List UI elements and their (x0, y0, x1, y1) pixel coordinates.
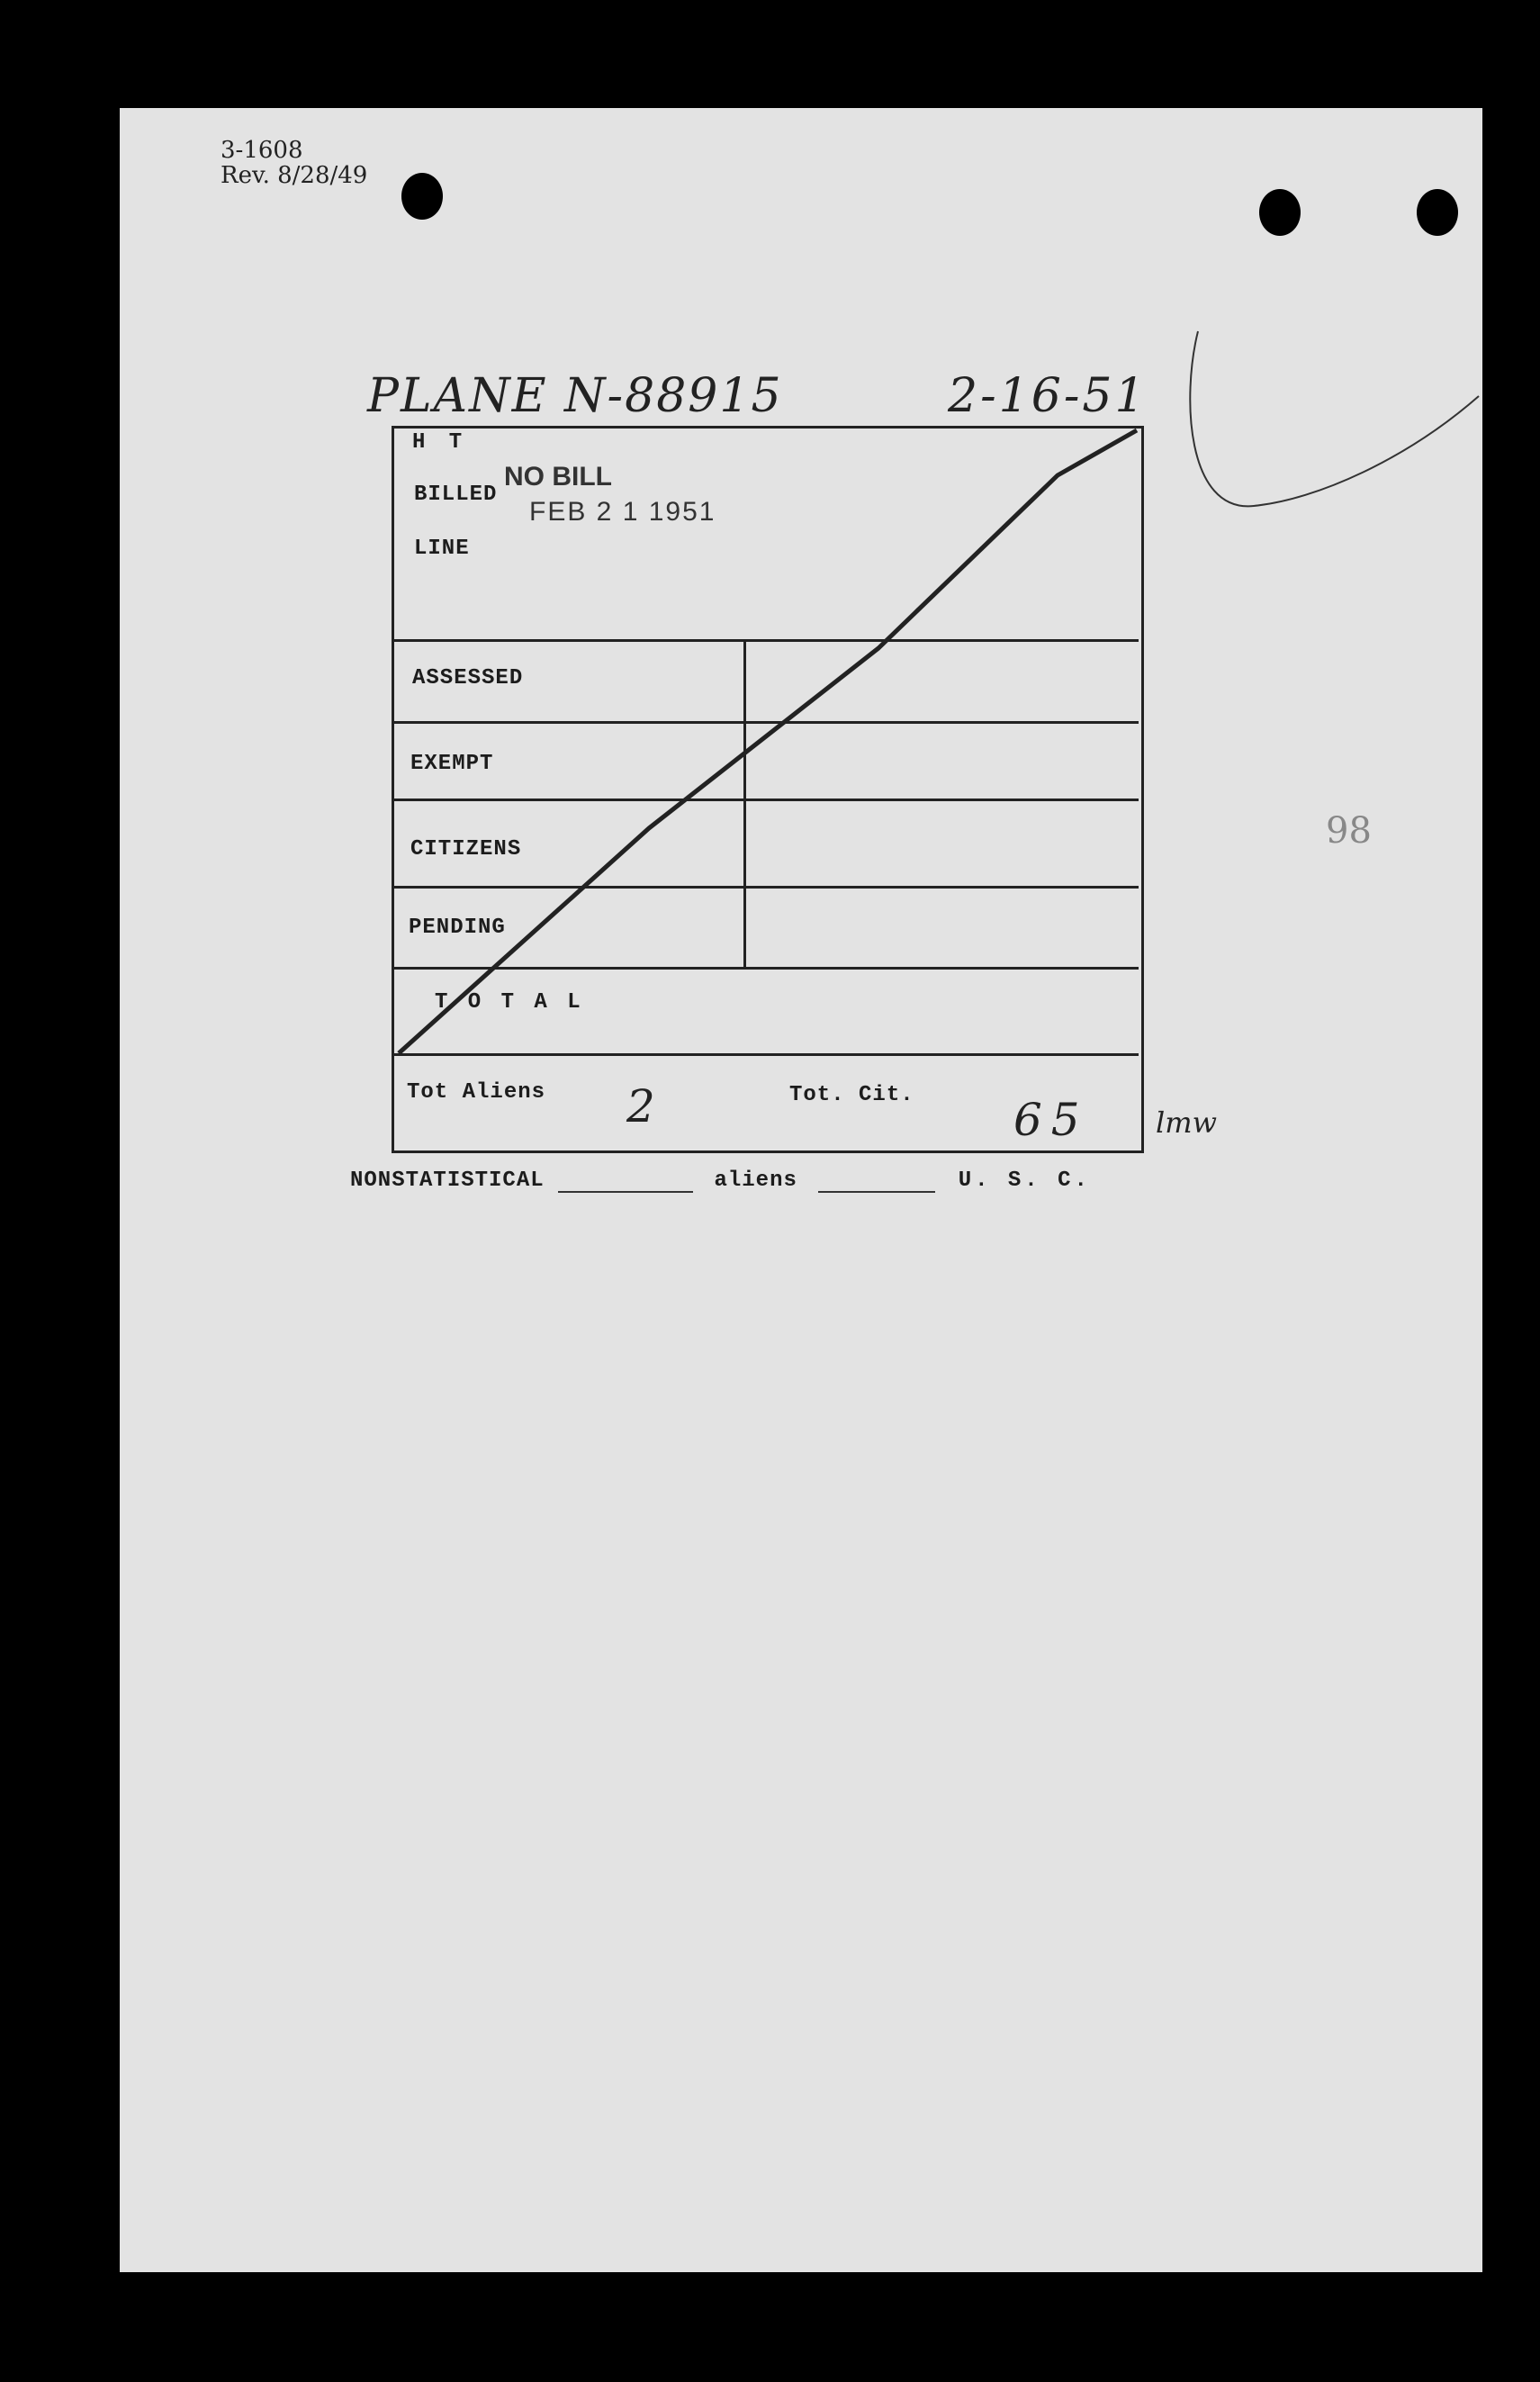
label-line: LINE (414, 537, 470, 561)
form-revision: Rev. 8/28/49 (221, 162, 368, 189)
label-tot-aliens: Tot Aliens (407, 1080, 546, 1105)
aliens-blank (818, 1191, 935, 1193)
label-aliens: aliens (714, 1168, 797, 1193)
label-usc: U. S. C. (958, 1168, 1091, 1193)
page-number: 98 (1326, 810, 1372, 852)
label-exempt: EXEMPT (410, 752, 494, 776)
stamp-no-bill: NO BILL (504, 462, 612, 492)
cancellation-diagonal-line (120, 108, 1482, 1188)
carrier-handwritten: PLANE N-88915 (367, 369, 783, 423)
nonstatistical-blank (558, 1191, 693, 1193)
tot-cit-value: 65 (1013, 1094, 1089, 1146)
label-ht: H T (412, 430, 468, 455)
label-pending: PENDING (409, 916, 506, 940)
date-handwritten: 2-16-51 (948, 369, 1148, 423)
label-billed: BILLED (414, 483, 498, 507)
label-assessed: ASSESSED (412, 666, 524, 690)
stamp-date: FEB 2 1 1951 (529, 497, 716, 527)
label-total: T O T A L (435, 990, 584, 1015)
label-citizens: CITIZENS (410, 837, 522, 862)
form-number: 3-1608 (221, 137, 303, 164)
label-nonstatistical: NONSTATISTICAL (350, 1168, 545, 1193)
tot-aliens-value: 2 (626, 1080, 655, 1132)
label-tot-cit: Tot. Cit. (789, 1083, 914, 1107)
nonstatistical-row (350, 1168, 1091, 1193)
document-page (120, 108, 1482, 2272)
initials: lmw (1156, 1105, 1217, 1140)
